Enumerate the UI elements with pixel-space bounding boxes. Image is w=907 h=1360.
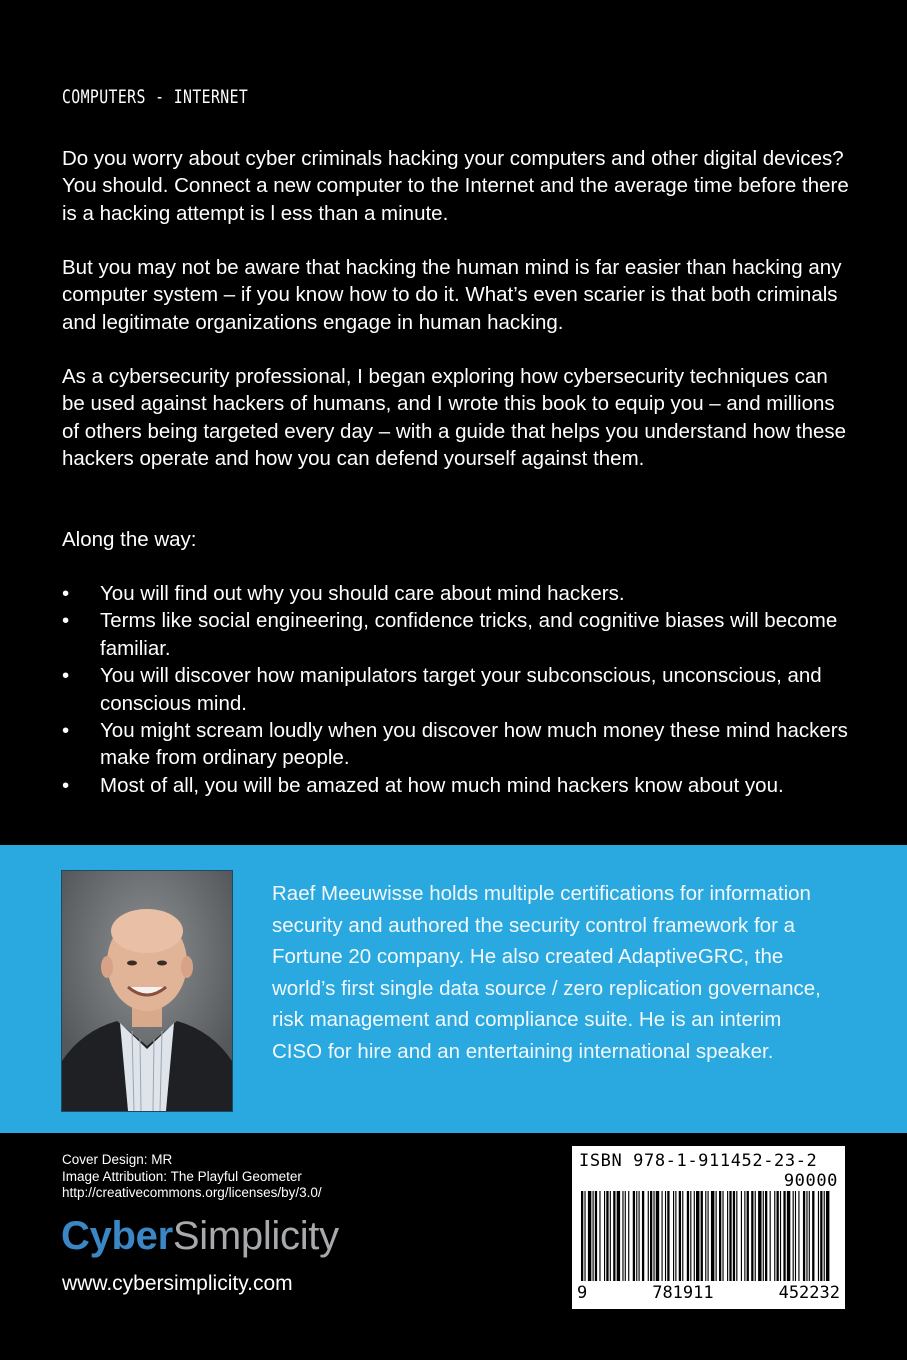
barcode-bar (667, 1191, 669, 1281)
list-item: • Terms like social engineering, confidence tricks, and cognitive biases will become familiar. (62, 609, 838, 660)
author-purpose-paragraph: As a cybersecurity professional, I began exploring how cybersecurity techniques can be used against hackers of humans, and I wrote this book to equip you – and millions of others being targeted every day – with a guide that helps you understand how these hackers operate and how you can defend yourself against them. (62, 365, 847, 471)
barcode-bar (727, 1191, 728, 1281)
barcode-bar (763, 1191, 764, 1281)
barcode-bars (581, 1191, 836, 1283)
price-code: 90000 (783, 1171, 838, 1191)
barcode-bar (656, 1191, 659, 1281)
barcode-bar (581, 1191, 583, 1281)
barcode-bar (606, 1191, 608, 1281)
barcode-bar (679, 1191, 681, 1281)
barcode-bar (806, 1191, 807, 1281)
barcode-bar (755, 1191, 756, 1281)
credits-block (62, 1152, 322, 1202)
barcode-bar (733, 1191, 735, 1281)
barcode-bar (696, 1191, 699, 1281)
barcode-bar (636, 1191, 637, 1281)
barcode-bar (716, 1191, 717, 1281)
barcode-bar (826, 1191, 829, 1281)
barcode-bar (675, 1191, 676, 1281)
barcode-bar (625, 1191, 626, 1281)
category-label: COMPUTERS - INTERNET (62, 86, 249, 108)
human-hacking-paragraph: But you may not be aware that hacking the human mind is far easier than hacking any computer system – if you know how to do it. What’s even scarier is that both criminals and legitimate organizations engage in human hacking. (62, 256, 842, 334)
intro-paragraph: Do you worry about cyber criminals hacking your computers and other digital devices? You should. Connect a new computer to the Internet and the average time before there is a hacking attempt is l ess than a minute. (62, 147, 849, 225)
barcode-digit-group: 452232 (778, 1283, 840, 1303)
barcode-bar (729, 1191, 731, 1281)
barcode-bar (780, 1191, 781, 1281)
barcode-bar (701, 1191, 703, 1281)
barcode-bar (604, 1191, 605, 1281)
bullet-icon: • (62, 582, 70, 605)
barcode-bar (787, 1191, 790, 1281)
barcode-bar (795, 1191, 796, 1281)
barcode-bar (584, 1191, 585, 1281)
image-attribution-credit: Image Attribution: The Playful Geometer (62, 1168, 302, 1184)
bullet-icon: • (62, 609, 70, 633)
barcode-bar (690, 1191, 691, 1281)
feature-list (62, 580, 852, 799)
barcode-bar (820, 1191, 822, 1281)
bullet-icon: • (62, 773, 70, 797)
barcode-bar (687, 1191, 689, 1281)
barcode-digit-group: 781911 (652, 1283, 714, 1303)
barcode-bar (741, 1191, 742, 1281)
barcode-bar (777, 1191, 779, 1281)
barcode-bar (650, 1191, 652, 1281)
barcode-bar (665, 1191, 666, 1281)
barcode-bar (599, 1191, 600, 1281)
barcode-bar (633, 1191, 635, 1281)
barcode-bar (765, 1191, 767, 1281)
barcode-bar (617, 1191, 620, 1281)
publisher-logo: CyberSimplicity (61, 1214, 339, 1258)
list-item: • You will find out why you should care about mind hackers. (62, 580, 852, 607)
barcode-bar (824, 1191, 825, 1281)
barcode-bar (628, 1191, 629, 1281)
barcode-bar (711, 1191, 714, 1281)
barcode-bar (774, 1191, 775, 1281)
barcode-bar (595, 1191, 597, 1281)
barcode-bar (719, 1191, 721, 1281)
isbn-barcode (572, 1146, 845, 1309)
barcode-bar (793, 1191, 794, 1281)
barcode-bar (812, 1191, 814, 1281)
cover-design-credit: Cover Design: MR (62, 1152, 173, 1167)
author-photo (61, 870, 233, 1112)
barcode-bar (610, 1191, 611, 1281)
barcode-bar (622, 1191, 623, 1281)
barcode-bar (809, 1191, 810, 1281)
barcode-bar (803, 1191, 805, 1281)
publisher-website: www.cybersimplicity.com (62, 1272, 293, 1295)
barcode-bar (747, 1191, 749, 1281)
barcode-bar (682, 1191, 683, 1281)
barcode-bar (758, 1191, 761, 1281)
barcode-bar (770, 1191, 771, 1281)
bullet-icon: • (62, 664, 70, 688)
barcode-bar (736, 1191, 737, 1281)
barcode-bar (708, 1191, 709, 1281)
list-item: • You will discover how manipulators target your subconscious, unconscious, and conscious mind. (62, 664, 822, 715)
barcode-bar (722, 1191, 723, 1281)
barcode-bar (673, 1191, 674, 1281)
barcode-bar (648, 1191, 649, 1281)
barcode-digits (577, 1283, 840, 1303)
barcode-bar (588, 1191, 591, 1281)
barcode-bar (783, 1191, 785, 1281)
isbn-label: ISBN 978-1-911452-23-2 (579, 1151, 818, 1171)
barcode-bar (798, 1191, 799, 1281)
barcode-bar (694, 1191, 695, 1281)
bullet-icon: • (62, 719, 70, 743)
barcode-bar (818, 1191, 819, 1281)
list-item: • You might scream loudly when you discover how much money these mind hackers make from ordinary people. (62, 719, 848, 770)
barcode-bar (613, 1191, 615, 1281)
barcode-digit-group: 9 (577, 1283, 588, 1303)
along-the-way-heading: Along the way: (62, 528, 197, 551)
barcode-bar (751, 1191, 753, 1281)
barcode-bar (639, 1191, 640, 1281)
author-bio: Raef Meeuwisse holds multiple certifications for information security and authored the security control framework for a Fortune 20 company. He also created AdaptiveGRC, the world’s first single data source / zero replication governance, risk management and compliance suite. He is an interim CISO for hire and an entertaining international speaker. (272, 882, 821, 1063)
list-item: • Most of all, you will be amazed at how much mind hackers know about you. (62, 772, 852, 799)
barcode-bar (642, 1191, 644, 1281)
barcode-bar (744, 1191, 745, 1281)
barcode-bar (653, 1191, 654, 1281)
barcode-bar (593, 1191, 594, 1281)
barcode-bar (705, 1191, 706, 1281)
license-url: http://creativecommons.org/licenses/by/3.0/ (62, 1185, 322, 1200)
barcode-bar (662, 1191, 663, 1281)
